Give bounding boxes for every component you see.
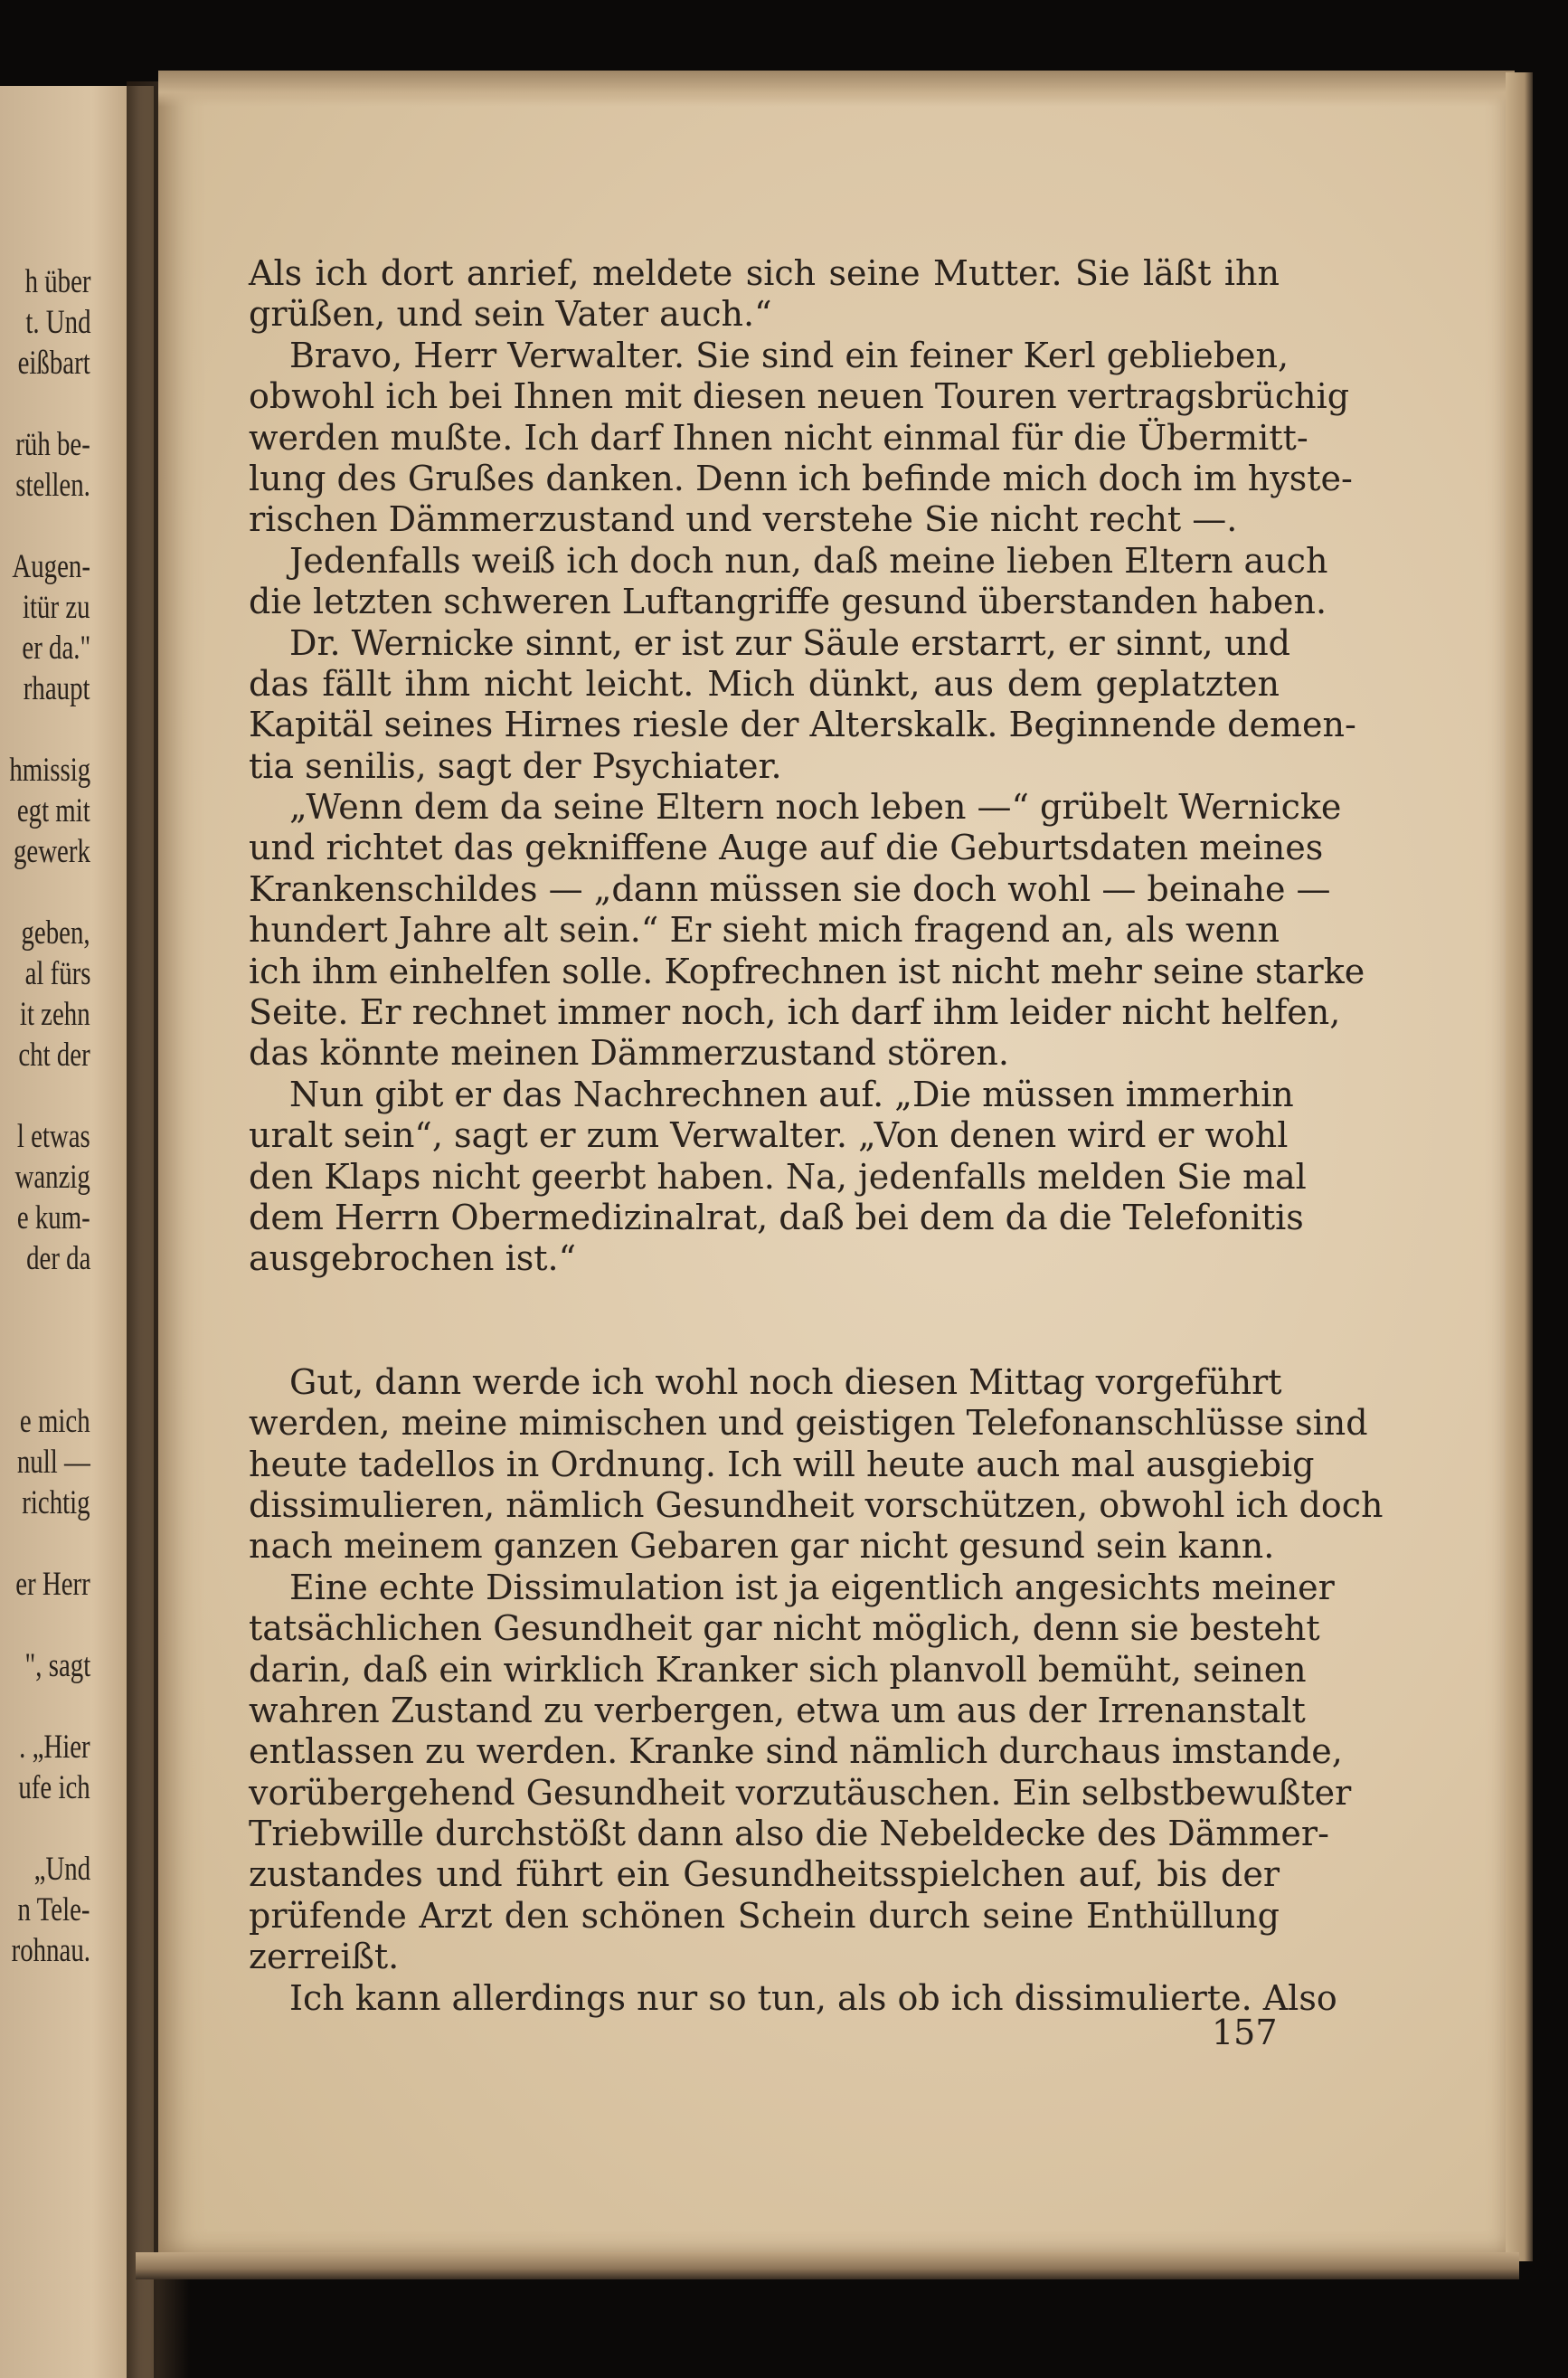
text-line: dem Herrn Obermedizinalrat, daß bei dem da die Telefonitis [249,1197,1304,1237]
paragraph-group-2 [249,1361,1384,2019]
text-line: prüfende Arzt den schönen Schein durch seine Enthüllung [249,1895,1280,1936]
text-line: nach meinem ganzen Gebaren gar nicht gesund sein kann. [249,1526,1275,1567]
left-page-line-fragment: Augen- [12,548,90,585]
text-line: zerreißt. [249,1937,400,1977]
text-line: „Wenn dem da seine Eltern noch leben —“ grübelt Wernicke [289,787,1342,828]
left-page-line-fragment: null — [17,1444,90,1481]
left-page-line-fragment: gewerk [14,833,90,870]
text-line: werden, meine mimischen und geistigen Telefonanschlüsse sind [249,1403,1368,1444]
left-page-line-fragment: h über [24,263,90,300]
left-page-line-fragment: er Herr [15,1566,90,1603]
text-line: das fällt ihm nicht leicht. Mich dünkt, aus dem geplatzten [249,663,1280,704]
text-line: werden mußte. Ich darf Ihnen nicht einmal für die Übermitt- [249,417,1308,458]
text-line: Nun gibt er das Nachrechnen auf. „Die müssen immerhin [289,1074,1294,1114]
book-bottom-edge [136,2252,1519,2279]
text-line: darin, daß ein wirklich Kranker sich planvoll bemüht, seinen [249,1649,1307,1690]
text-line: Gut, dann werde ich wohl noch diesen Mittag vorgeführt [289,1361,1282,1402]
left-page-line-fragment: wanzig [14,1159,90,1196]
text-line: Seite. Er rechnet immer noch, ich darf ihm leider nicht helfen, [249,992,1341,1033]
text-line: obwohl ich bei Ihnen mit diesen neuen Touren vertragsbrüchig [249,376,1350,417]
book-top-edge [158,71,1515,107]
page-number: 157 [1212,2013,1278,2052]
text-line: ich ihm einhelfen solle. Kopfrechnen ist nicht mehr seine starke [249,951,1365,991]
left-page-line-fragment: er da." [22,630,90,667]
book-right-edge [1506,72,1533,2261]
text-line: das könnte meinen Dämmerzustand stören. [249,1033,1009,1074]
text-line: Ich kann allerdings nur so tun, als ob ich dissimulierte. Also [289,1977,1337,2018]
text-line: die letzten schweren Luftangriffe gesund überstanden haben. [249,582,1327,622]
text-line: Jedenfalls weiß ich doch nun, daß meine lieben Eltern auch [289,540,1328,581]
text-line: tia senilis, sagt der Psychiater. [249,745,782,786]
left-page-line-fragment: e kum- [17,1199,90,1236]
left-page-line-fragment: ", sagt [24,1647,90,1684]
text-line: hundert Jahre alt sein.“ Er sieht mich fragend an, als wenn [249,910,1280,951]
left-page-line-fragment: der da [25,1240,90,1277]
text-line: tatsächlichen Gesundheit gar nicht möglich, denn sie besteht [249,1608,1320,1649]
left-page-line-fragment: „Und [33,1851,90,1888]
text-line: lung des Grußes danken. Denn ich befinde mich doch im hyste- [249,458,1353,498]
text-line: und richtet das gekniffene Auge auf die Geburtsdaten meines [249,828,1324,868]
text-line: uralt sein“, sagt er zum Verwalter. „Von denen wird er wohl [249,1115,1289,1156]
text-line: rischen Dämmerzustand und verstehe Sie nicht recht —. [249,499,1238,540]
text-line: Triebwille durchstößt dann also die Nebeldecke des Dämmer- [249,1814,1329,1854]
left-page-line-fragment: rüh be- [15,426,90,463]
left-page-line-fragment: it zehn [20,996,90,1033]
left-page-line-fragment: egt mit [17,792,90,829]
left-page-line-fragment: l etwas [17,1118,90,1155]
text-line: ausgebrochen ist.“ [249,1238,577,1279]
left-page-line-fragment: rhaupt [24,670,90,707]
section-break [249,1280,1280,1362]
text-line: dissimulieren, nämlich Gesundheit vorschützen, obwohl ich doch [249,1484,1384,1525]
left-page-line-fragment: hmissig [9,752,90,789]
left-page-line-fragment: geben, [21,914,90,952]
text-line: Eine echte Dissimulation ist ja eigentlich angesichts meiner [289,1567,1335,1607]
left-page-line-fragment: ufe ich [18,1769,90,1806]
left-page-line-fragment: e mich [20,1403,90,1440]
text-line: den Klaps nicht geerbt haben. Na, jedenfalls melden Sie mal [249,1156,1307,1197]
text-line: Bravo, Herr Verwalter. Sie sind ein feiner Kerl geblieben, [289,335,1289,375]
text-line: Dr. Wernicke sinnt, er ist zur Säule erstarrt, er sinnt, und [289,622,1290,663]
text-line: entlassen zu werden. Kranke sind nämlich durchaus imstande, [249,1731,1343,1772]
left-page-line-fragment: al fürs [24,955,90,992]
page-body-text [249,253,1384,2019]
text-line: Krankenschildes — „dann müssen sie doch wohl — beinahe — [249,868,1331,909]
left-page-line-fragment: richtig [22,1484,90,1521]
left-page-line-fragment: rohnau. [11,1932,90,1969]
text-line: vorübergehend Gesundheit vorzutäuschen. Ein selbstbewußter [249,1772,1352,1813]
left-page-line-fragment: stellen. [15,467,90,504]
left-page-line-fragment: t. Und [24,304,90,341]
text-line: heute tadellos in Ordnung. Ich will heute auch mal ausgiebig [249,1444,1315,1484]
left-page-line-fragment: . „Hier [19,1729,90,1766]
left-page-line-fragment: eißbart [17,345,90,382]
left-page-line-fragment: cht der [18,1037,90,1074]
paragraph-group-1 [249,253,1365,1280]
text-line: zustandes und führt ein Gesundheitsspielchen auf, bis der [249,1854,1280,1895]
text-line: grüßen, und sein Vater auch.“ [249,294,772,335]
left-page-line-fragment: n Tele- [18,1891,90,1928]
text-line: Als ich dort anrief, meldete sich seine Mutter. Sie läßt ihn [249,253,1280,293]
text-line: Kapitäl seines Hirnes riesle der Alterskalk. Beginnende demen- [249,705,1356,745]
left-page-line-fragment: itür zu [23,589,90,626]
text-line: wahren Zustand zu verbergen, etwa um aus der Irrenanstalt [249,1690,1306,1730]
